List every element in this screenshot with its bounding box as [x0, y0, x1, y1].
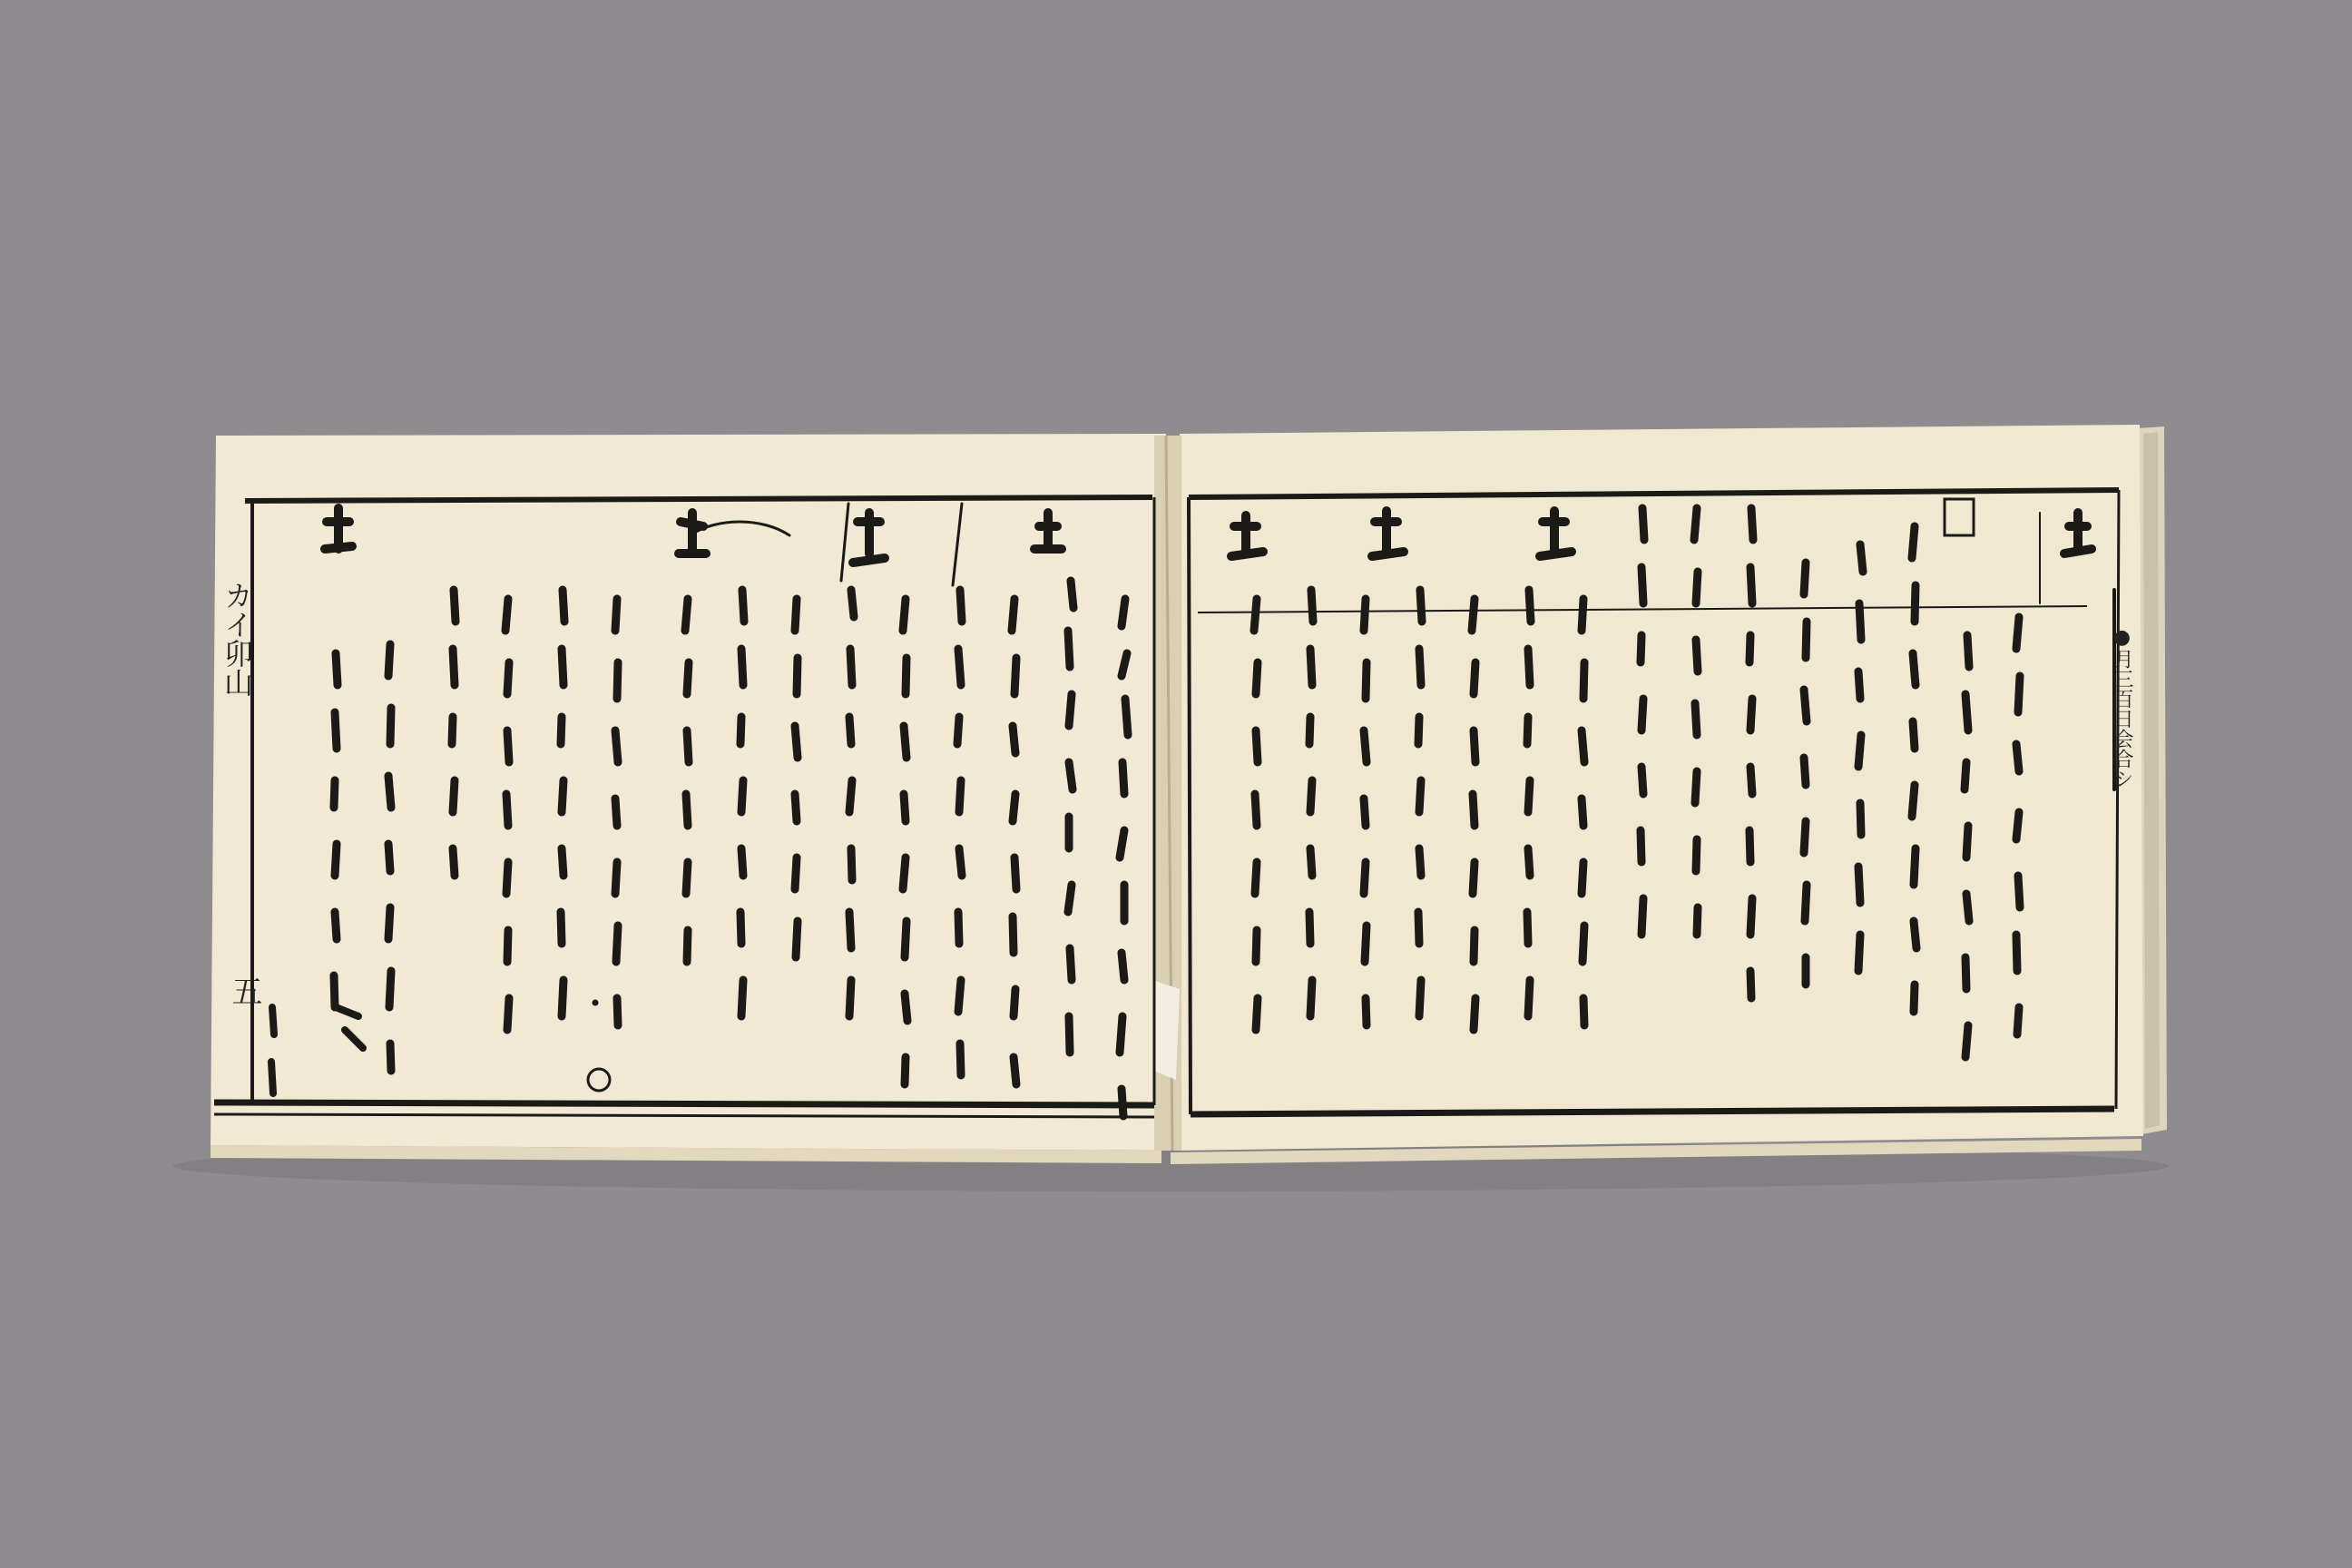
right-page [1178, 425, 2143, 1151]
left-margin-note: カイ卯山 [220, 581, 254, 697]
book-gutter [1152, 436, 1181, 1151]
left-page-number: 五 [226, 975, 262, 1006]
right-margin-note: ●月三百日会合シ [2111, 626, 2133, 789]
